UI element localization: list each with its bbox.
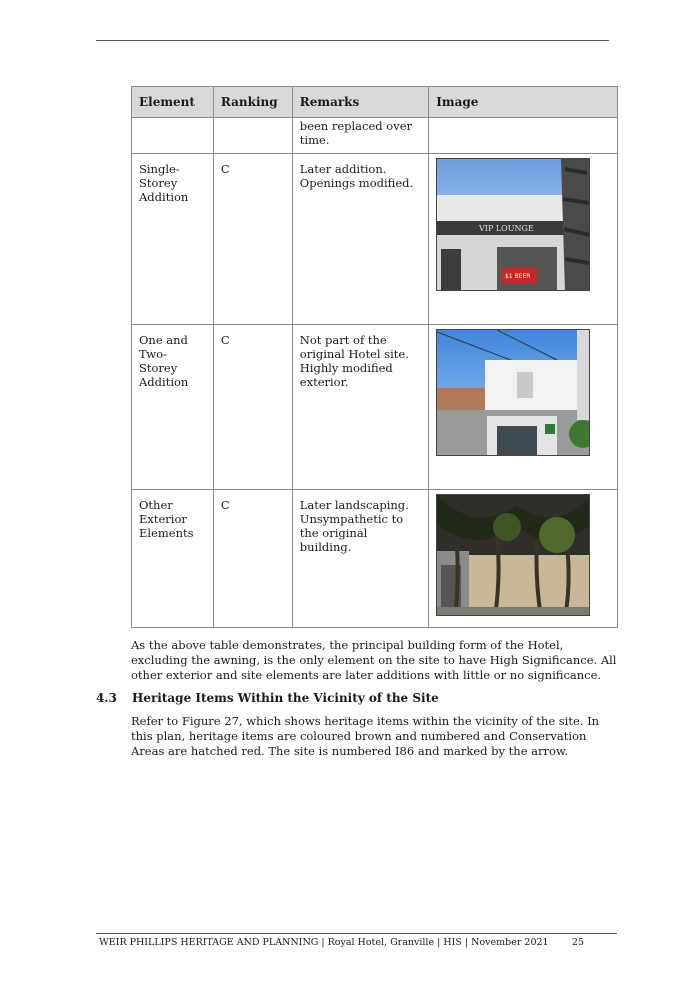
section-heading bbox=[96, 691, 439, 705]
cell-remarks: Later landscaping. Unsympathetic to the original building. bbox=[292, 490, 428, 628]
cell-element: One and Two-Storey Addition bbox=[132, 325, 214, 490]
paragraph-summary: As the above table demonstrates, the principal building form of the Hotel, excluding the awning, is the only element on the site to have High Significance. All other exterior and site elements are later additions with little or no significance. bbox=[131, 638, 617, 682]
single-storey-addition-photo bbox=[436, 158, 590, 291]
header-element: Element bbox=[132, 87, 214, 118]
cell-image bbox=[429, 154, 618, 325]
cell-element: Other Exterior Elements bbox=[132, 490, 214, 628]
header-ranking: Ranking bbox=[213, 87, 292, 118]
cell-image bbox=[429, 118, 618, 154]
cell-remarks: been replaced over time. bbox=[292, 118, 428, 154]
vip-lounge-sign: VIP LOUNGE bbox=[479, 224, 534, 233]
cell-remarks: Not part of the original Hotel site. Highly modified exterior. bbox=[292, 325, 428, 490]
cell-image bbox=[429, 325, 618, 490]
table-header-row bbox=[132, 87, 618, 118]
cell-image bbox=[429, 490, 618, 628]
cell-ranking: C bbox=[213, 154, 292, 325]
cell-ranking: C bbox=[213, 325, 292, 490]
footer-rule bbox=[96, 933, 617, 934]
beer-sign: $1 BEER bbox=[505, 273, 531, 280]
two-storey-addition-photo bbox=[436, 329, 590, 456]
heritage-table bbox=[131, 86, 618, 628]
header-rule bbox=[96, 40, 609, 41]
table-row bbox=[132, 118, 618, 154]
header-image: Image bbox=[429, 87, 618, 118]
page-number: 25 bbox=[571, 937, 584, 948]
table-row bbox=[132, 325, 618, 490]
paragraph-heritage: Refer to Figure 27, which shows heritage items within the vicinity of the site. In this plan, heritage items are coloured brown and numbered and Conservation Areas are hatched red. The site is numbered I86 and marked by the arrow. bbox=[131, 714, 600, 758]
table-row bbox=[132, 154, 618, 325]
section-number: 4.3 bbox=[96, 691, 117, 705]
cell-element bbox=[132, 118, 214, 154]
section-title: Heritage Items Within the Vicinity of the Site bbox=[132, 691, 439, 705]
cell-ranking: C bbox=[213, 490, 292, 628]
table-row bbox=[132, 490, 618, 628]
page-footer bbox=[99, 937, 614, 948]
header-remarks: Remarks bbox=[292, 87, 428, 118]
exterior-elements-photo bbox=[436, 494, 590, 616]
cell-element: Single-Storey Addition bbox=[132, 154, 214, 325]
cell-remarks: Later addition. Openings modified. bbox=[292, 154, 428, 325]
cell-ranking bbox=[213, 118, 292, 154]
footer-text: WEIR PHILLIPS HERITAGE AND PLANNING | Royal Hotel, Granville | HIS | November 2021 bbox=[99, 937, 549, 948]
